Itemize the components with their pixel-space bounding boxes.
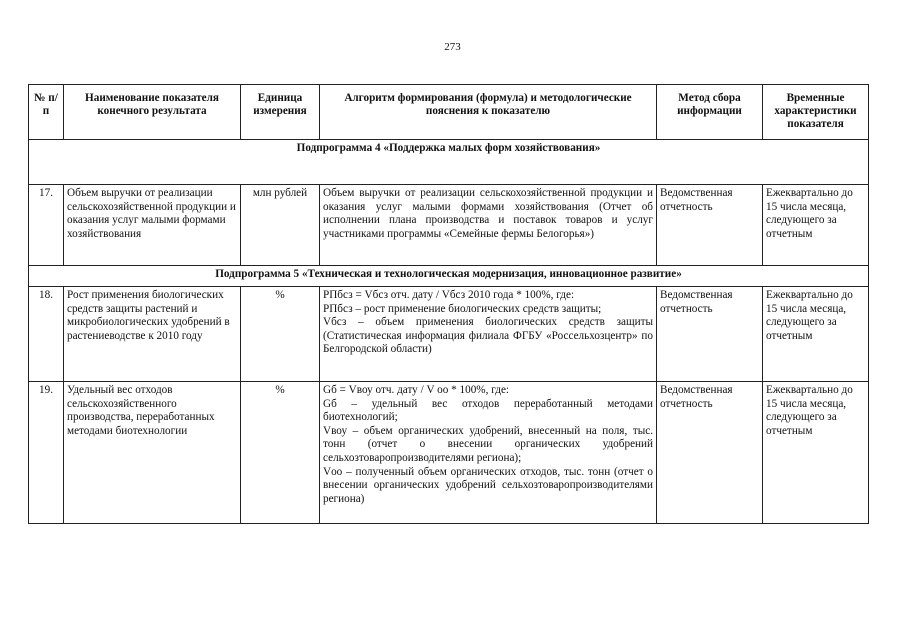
timing: Ежеквартально до 15 числа месяца, следующего за отчетным: [763, 185, 869, 266]
unit: %: [241, 287, 320, 382]
indicator-name: Объем выручки от реализации сельскохозяйственной продукции и оказания услуг малыми формами хозяйствования: [64, 185, 241, 266]
indicator-name: Рост применения биологических средств защиты растений и микробиологических удобрений в растениеводстве к 2010 году: [64, 287, 241, 382]
table-row: [29, 185, 869, 266]
header-method: Метод сбора информации: [657, 85, 763, 140]
algorithm: [320, 185, 657, 266]
algorithm-line: Vвоу – объем органических удобрений, внесенный на поля, тыс. тонн (отчет о внесении органических удобрений сельхозтоваропроизводителями региона);: [323, 424, 653, 464]
algorithm-line: Gб – удельный вес отходов переработанный методами биотехнологий;: [323, 397, 653, 424]
header-number: № п/п: [29, 85, 64, 140]
table-row: [29, 382, 869, 524]
section-header-subprogram-5: [29, 266, 869, 287]
algorithm-line: Объем выручки от реализации сельскохозяйственной продукции и оказания услуг малыми формами хозяйствования (Отчет об исполнении плана производства и поставок товаров и услуг участниками программы «Семейные фермы Белогорья»): [323, 187, 653, 240]
algorithm-line: Vоо – полученный объем органических отходов, тыс. тонн (отчет о внесении органических удобрений сельхозтоваропроизводителями региона): [323, 465, 653, 505]
algorithm-line: РПбсз – рост применение биологических средств защиты;: [323, 302, 602, 315]
timing: Ежеквартально до 15 числа месяца, следующего за отчетным: [763, 382, 869, 524]
header-unit: Единица измерения: [241, 85, 320, 140]
algorithm: [320, 287, 657, 382]
unit: млн рублей: [241, 185, 320, 266]
collection-method: Ведомственная отчетность: [657, 382, 763, 524]
row-number: 19.: [29, 382, 64, 524]
algorithm: [320, 382, 657, 524]
row-number: 18.: [29, 287, 64, 382]
table-header-row: [29, 85, 869, 140]
header-timing: Временные характеристики показателя: [763, 85, 869, 140]
algorithm-line: РПбсз = Vбсз отч. дату / Vбсз 2010 года * 100%, где:: [323, 289, 575, 301]
algorithm-line: Gб = Vвоу отч. дату / V оо * 100%, где:: [323, 384, 510, 396]
section-header-subprogram-4: [29, 140, 869, 185]
unit: %: [241, 382, 320, 524]
header-algorithm: Алгоритм формирования (формула) и методологические пояснения к показателю: [320, 85, 657, 140]
algorithm-line: Vбсз – объем применения биологических средств защиты (Статистическая информация филиала ФГБУ «Россельхозцентр» по Белгородской области): [323, 316, 653, 356]
section-title: Подпрограмма 4 «Поддержка малых форм хозяйствования»: [29, 140, 869, 185]
page-number: 273: [444, 41, 461, 53]
timing: Ежеквартально до 15 числа месяца, следующего за отчетным: [763, 287, 869, 382]
indicator-name: Удельный вес отходов сельскохозяйственного производства, переработанных методами биотехнологии: [64, 382, 241, 524]
row-number: 17.: [29, 185, 64, 266]
section-title: Подпрограмма 5 «Техническая и технологическая модернизация, инновационное развитие»: [29, 266, 869, 287]
collection-method: Ведомственная отчетность: [657, 287, 763, 382]
indicators-table: [28, 84, 869, 524]
header-indicator-name: Наименование показателя конечного результата: [64, 85, 241, 140]
table-row: [29, 287, 869, 382]
collection-method: Ведомственная отчетность: [657, 185, 763, 266]
